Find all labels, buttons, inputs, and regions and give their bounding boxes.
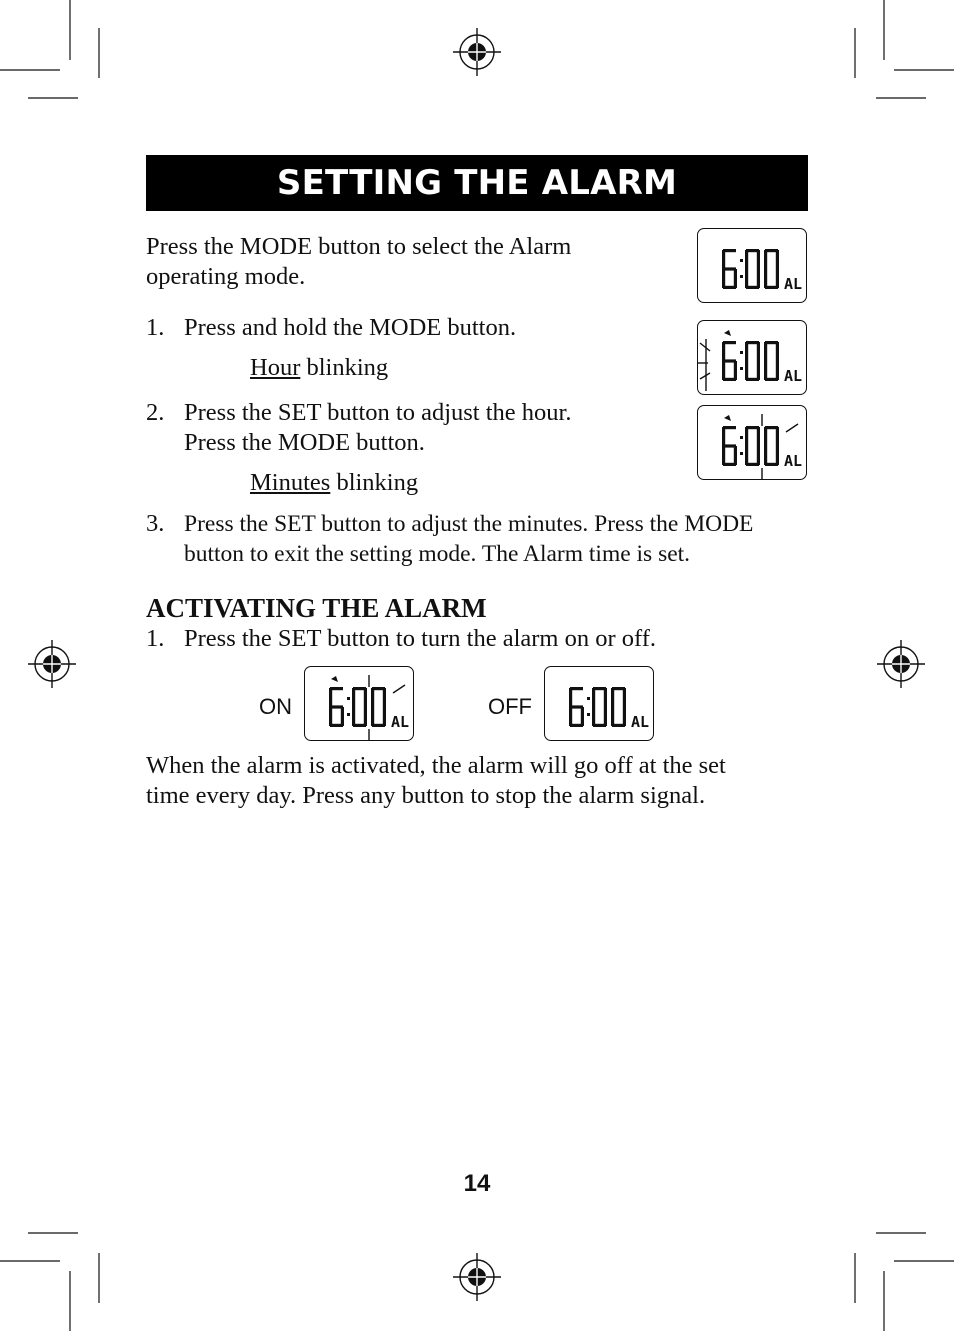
lcd-display-alarm-mode (697, 228, 807, 303)
step-3-text-line-1: Press the SET button to adjust the minutes. Press the MODE (184, 511, 754, 537)
activating-step-text: Press the SET button to turn the alarm on or off. (184, 625, 657, 652)
off-label: OFF (488, 694, 532, 719)
page-number: 14 (463, 1170, 491, 1197)
step-1-note-rest: blinking (300, 354, 389, 381)
step-2-note-rest: blinking (330, 469, 419, 496)
lcd-readout-icon (698, 229, 808, 304)
lcd-display-alarm-on (304, 666, 414, 741)
lcd-readout-icon (698, 406, 808, 481)
svg-text:AL: AL (391, 713, 410, 731)
registration-mark-icon (28, 28, 925, 1301)
step-1-note (250, 353, 388, 383)
activating-step-number: 1. (146, 625, 165, 652)
step-2-note (250, 468, 418, 498)
closing-line-2: time every day. Press any button to stop the alarm signal. (146, 782, 706, 809)
lcd-display-minutes-blinking (697, 405, 807, 480)
step-2-text-line-2: Press the MODE button. (184, 429, 425, 456)
lcd-readout-icon (545, 667, 655, 742)
step-1-text: Press and hold the MODE button. (184, 314, 517, 341)
page-title: SETTING THE ALARM (146, 155, 808, 211)
on-label: ON (259, 694, 292, 719)
activating-heading: ACTIVATING THE ALARM (146, 593, 487, 623)
svg-text:AL: AL (784, 452, 803, 470)
intro-line-1: Press the MODE button to select the Alarm (146, 233, 572, 260)
step-1-note-keyword: Hour (250, 354, 301, 381)
svg-text:AL: AL (784, 367, 803, 385)
intro-line-2: operating mode. (146, 263, 306, 290)
step-1-number: 1. (146, 314, 165, 341)
closing-line-1: When the alarm is activated, the alarm will go off at the set (146, 752, 726, 779)
lcd-readout-icon (698, 321, 808, 396)
step-3-text-line-2: button to exit the setting mode. The Alarm time is set. (184, 541, 691, 567)
svg-text:AL: AL (784, 275, 803, 293)
step-2-number: 2. (146, 399, 165, 426)
lcd-readout-icon (305, 667, 415, 742)
lcd-display-hour-blinking (697, 320, 807, 395)
step-2-text-line-1: Press the SET button to adjust the hour. (184, 399, 572, 426)
svg-text:AL: AL (631, 713, 650, 731)
step-2-note-keyword: Minutes (250, 469, 331, 496)
lcd-display-alarm-off (544, 666, 654, 741)
step-3-number: 3. (146, 510, 165, 537)
